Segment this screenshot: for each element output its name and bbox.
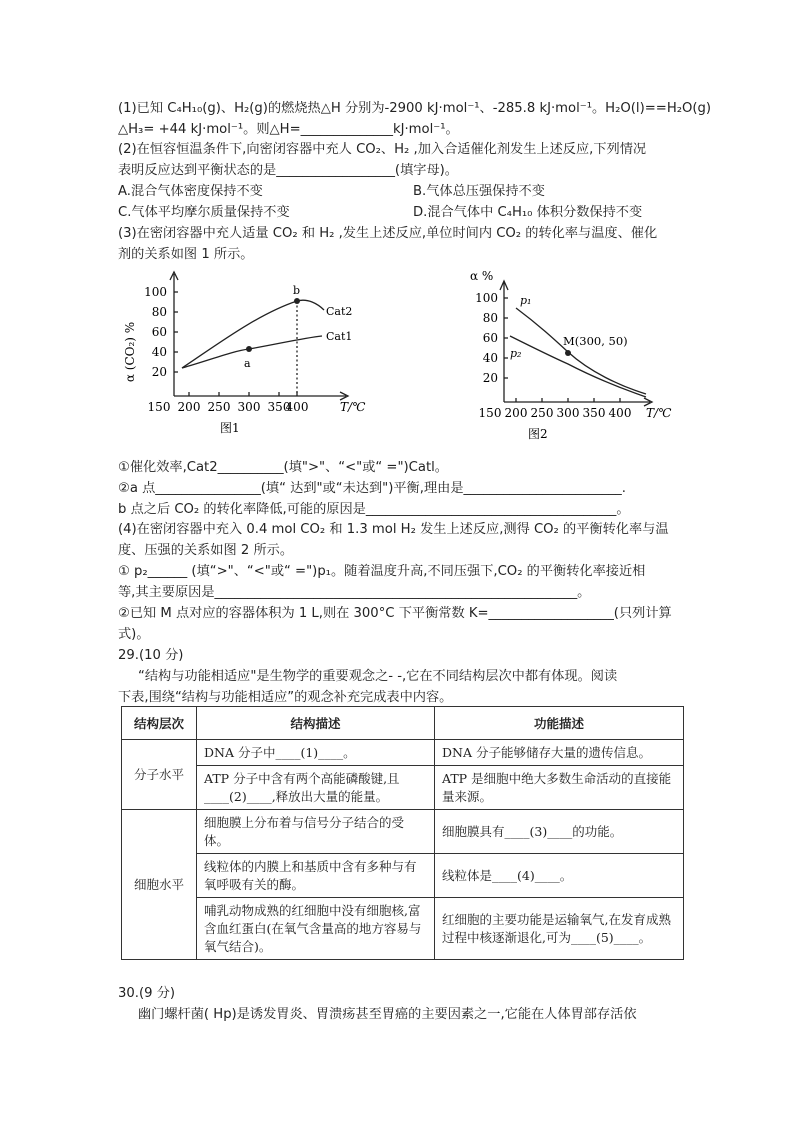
q28-part3-q3: b 点之后 CO₂ 的转化率降低,可能的原因是______________________________________。 <box>118 502 630 517</box>
structure-function-table <box>121 706 684 960</box>
fig2-x-axis-label: T/℃ <box>646 406 672 420</box>
fig2-x-tick: 250 <box>530 406 554 420</box>
q28-part2-line1: (2)在恒容恒温条件下,向密闭容器中充人 CO₂、H₂ ,加入合适催化剂发生上述反应,下列情况 <box>118 142 647 157</box>
q30-title: 30.(9 分) <box>118 986 176 1001</box>
fig2-y-tick: 40 <box>482 351 498 365</box>
fig1-x-tick: 150 <box>147 400 171 414</box>
fig2-y-tick: 80 <box>482 311 498 325</box>
cell-function-2: ATP 是细胞中绝大多数生命活动的直接能量来源。 <box>435 765 684 809</box>
fig2-caption: 图2 <box>528 427 548 441</box>
cell-structure-1: DNA 分子中____(1)____。 <box>197 740 435 766</box>
point-m-label: M(300, 50) <box>563 334 628 348</box>
fig2-x-tick: 400 <box>608 406 632 420</box>
option-a: A.混合气体密度保持不变 <box>118 184 263 199</box>
cat2-curve <box>182 300 324 368</box>
point-b-marker <box>294 298 300 304</box>
q28-part2-line2: 表明反应达到平衡状态的是__________________(填字母)。 <box>118 163 458 178</box>
fig1-y-tick: 20 <box>151 365 167 379</box>
cell-function-3: 细胞膜具有____(3)____的功能。 <box>435 809 684 853</box>
fig1-x-tick: 250 <box>207 400 231 414</box>
q28-part4-q2b: 式)。 <box>118 627 150 642</box>
cat1-label: Cat1 <box>326 330 353 343</box>
q29-intro-line1: “结构与功能相适应"是生物学的重要观念之- -,它在不同结构层次中都有体现。阅读 <box>138 669 618 684</box>
fig1-x-tick: 350 <box>267 400 291 414</box>
q28-part1-line1: (1)已知 C₄H₁₀(g)、H₂(g)的燃烧热△H 分别为-2900 kJ·mol⁻¹、-285.8 kJ·mol⁻¹。H₂O(l)==H₂O(g) <box>118 101 712 116</box>
q29-title: 29.(10 分) <box>118 648 184 663</box>
fig1-y-tick: 80 <box>151 305 167 319</box>
q28-part3-q1: ①催化效率,Cat2__________(填">"、“<"或“ =")Catl。 <box>118 460 448 475</box>
point-a-label: a <box>244 357 251 370</box>
table-row <box>122 740 684 766</box>
q28-part3-q2: ②a 点________________(填“ 达到"或“未达到")平衡,理由是________________________. <box>118 481 626 496</box>
q28-part4-line1: (4)在密闭容器中充入 0.4 mol CO₂ 和 1.3 mol H₂ 发生上述反应,测得 CO₂ 的平衡转化率与温 <box>118 522 669 537</box>
fig2-x-tick: 200 <box>504 406 528 420</box>
fig2-x-tick: 300 <box>556 406 580 420</box>
q28-part3-line2: 剂的关系如图 1 所示。 <box>118 247 254 262</box>
header-function: 功能描述 <box>435 707 684 740</box>
cell-structure-2: ATP 分子中含有两个高能磷酸键,且____(2)____,释放出大量的能量。 <box>197 765 435 809</box>
cell-structure-4: 线粒体的内膜上和基质中含有多种与有氧呼吸有关的酶。 <box>197 853 435 897</box>
fig2-y-axis-label: α % <box>470 269 494 283</box>
header-level: 结构层次 <box>122 707 197 740</box>
option-b: B.气体总压强保持不变 <box>413 184 545 199</box>
fig1-x-tick: 200 <box>177 400 201 414</box>
fig1-y-tick: 60 <box>151 325 167 339</box>
figure-2 <box>460 268 682 444</box>
q28-part4-q1a: ① p₂______ (填“>"、“<"或“ =")p₁。随着温度升高,不同压强下,CO₂ 的平衡转化率接近相 <box>118 564 646 579</box>
p2-label: p₂ <box>510 347 522 360</box>
q30-intro: 幽门螺杆菌( Hp)是诱发胃炎、胃溃疡甚至胃癌的主要因素之一,它能在人体胃部存活依 <box>138 1007 637 1022</box>
q28-part4-q1b: 等,其主要原因是_______________________________________________________。 <box>118 585 591 600</box>
q29-intro-line2: 下表,围绕“结构与功能相适应”的观念补充完成表中内容。 <box>118 690 453 705</box>
table-row <box>122 765 684 809</box>
table-row <box>122 897 684 959</box>
fig2-x-tick: 150 <box>478 406 502 420</box>
fig2-x-tick: 350 <box>582 406 606 420</box>
q28-part1-line2: △H₃= +44 kJ·mol⁻¹。则△H=______________kJ·mol⁻¹。 <box>118 122 459 137</box>
fig2-y-tick: 20 <box>482 371 498 385</box>
q28-part3-line1: (3)在密闭容器中充人适量 CO₂ 和 H₂ ,发生上述反应,单位时间内 CO₂ 的转化率与温度、催化 <box>118 226 658 241</box>
p1-curve <box>516 308 646 394</box>
point-b-label: b <box>293 284 301 297</box>
option-d: D.混合气体中 C₄H₁₀ 体积分数保持不变 <box>413 205 643 220</box>
cell-structure-5: 哺乳动物成熟的红细胞中没有细胞核,富含血红蛋白(在氧气含量高的地方容易与氧气结合)。 <box>197 897 435 959</box>
table-row <box>122 853 684 897</box>
figure-1 <box>118 266 398 438</box>
level-molecule: 分子水平 <box>122 740 197 810</box>
fig1-y-axis-label: α (CO₂) % <box>123 321 137 383</box>
q28-part4-line2: 度、压强的关系如图 2 所示。 <box>118 543 294 558</box>
cell-function-4: 线粒体是____(4)____。 <box>435 853 684 897</box>
cell-structure-3: 细胞膜上分布着与信号分子结合的受体。 <box>197 809 435 853</box>
cell-function-1: DNA 分子能够储存大量的遗传信息。 <box>435 740 684 766</box>
option-c: C.气体平均摩尔质量保持不变 <box>118 205 290 220</box>
fig1-y-tick: 40 <box>151 345 167 359</box>
header-structure: 结构描述 <box>197 707 435 740</box>
cat1-curve <box>182 336 322 368</box>
fig1-caption: 图1 <box>220 421 240 435</box>
cat2-label: Cat2 <box>326 305 353 318</box>
fig1-x-tick: 300 <box>237 400 261 414</box>
fig1-x-axis-label: T/℃ <box>340 400 366 414</box>
cell-function-5: 红细胞的主要功能是运输氧气,在发育成熟过程中核逐渐退化,可为____(5)____。 <box>435 897 684 959</box>
point-m-marker <box>565 350 571 356</box>
table-row <box>122 809 684 853</box>
fig2-y-tick: 60 <box>482 331 498 345</box>
fig1-x-tick: 400 <box>285 400 309 414</box>
point-a-marker <box>246 346 252 352</box>
table-header-row <box>122 707 684 740</box>
p1-label: p₁ <box>520 294 532 307</box>
level-cell: 细胞水平 <box>122 809 197 959</box>
fig1-y-tick: 100 <box>144 285 167 299</box>
q28-part4-q2a: ②已知 M 点对应的容器体积为 1 L,则在 300°C 下平衡常数 K=___________________(只列计算 <box>118 606 672 621</box>
fig2-y-tick: 100 <box>475 291 498 305</box>
